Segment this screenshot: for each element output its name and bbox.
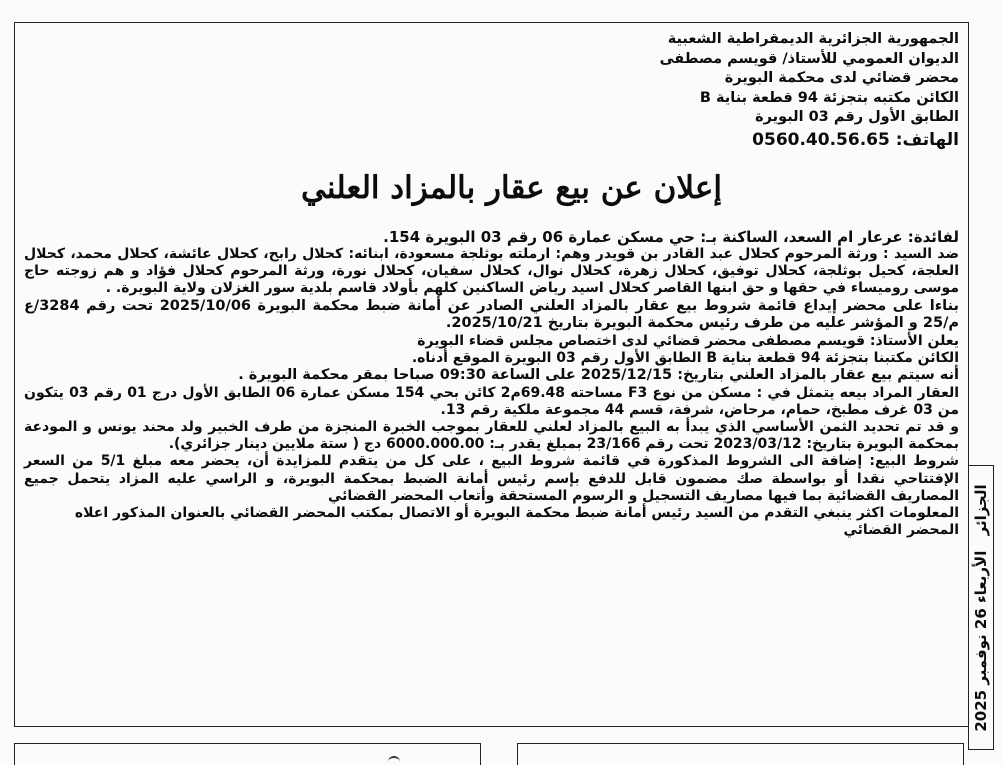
publication-stamp-text (972, 468, 990, 748)
defendants-paragraph: ضد السيد : ورثة المرحوم كحلال عبد القادر بن قويدر وهم: ارملته بوثلجة مسعودة، ابنائه: كحلال رابح، كحلال عائشة، كحلال محمد، كحلال العلجة، كحيل بوثلجة، كحلال توفيق، كحلال زهرة، كحلال نوال، كحلال سفيان، كحلال نورة، ورثة المرحوم كحلال فؤاد و هم زوجته حاج موسى روميساء في حقها و حق ابنها القاصر كحلال اسيد رياض الساكنين كلهم بأولاد قاسم بلدية سور الغزلان ولاية البويرة. . (24, 246, 959, 297)
publication-date: الأربعاء 26 نوفمبر 2025 (972, 550, 990, 732)
base-price-paragraph: و قد تم تحديد الثمن الأساسي الذي يبدأ به البيع بالمزاد لعلني للعقار بموجب الخبرة المنجزة من طرف الخبير ولد محند يونس و المودعة بمحكمة البويرة بتاريخ: 2023/03/12 تحت رقم 23/166 بمبلغ يقدر بـ: 6000.000.00 دج ( ستة ملايين دينار جزائري). (24, 418, 959, 453)
bailiff-header (539, 30, 959, 151)
notice-body (24, 228, 959, 539)
header-office: الديوان العمومي للأستاذ/ قويسم مصطفى (659, 50, 959, 67)
deposit-paragraph: بناءا على محضر إيداع قائمة شروط بيع عقار بالمزاد العلني الصادر عن أمانة ضبط محكمة البويرة 2025/10/06 تحت رقم 3284/ع م/25 و المؤشر عليه من طرف رئيس محكمة البويرة بتاريخ 2025/10/21. (24, 297, 959, 332)
header-address: الكائن مكتبه بتجزئة 94 قطعة بناية B (699, 89, 959, 106)
header-phone: الهاتف: 0560.40.56.65 (752, 129, 959, 150)
announcer-paragraph: يعلن الأستاذ: قويسم مصطفى محضر قضائي لدى اختصاص مجلس قضاء البويرة (417, 332, 959, 349)
next-notice-box-left (14, 743, 481, 765)
header-floor: الطابق الأول رقم 03 البويرة (755, 109, 959, 125)
sale-conditions-paragraph: شروط البيع: إضافة الى الشروط المذكورة في قائمة شروط البيع ، على كل من يتقدم للمزايدة أن، يحضر معه مبلغ 5/1 من السعر الإفتتاحي نقدا أو بواسطة صك مضمون قابل للدفع بإسم رئيس أمانة الضبط بمحكمة البويرة، و الراسي عليه المزاد يتحمل جميع المصاريف القضائية بما فيها مصاريف التسجيل و الرسوم المستحقة وأتعاب المحضر القضائي (24, 453, 959, 504)
office-address-paragraph: الكائن مكتبنا بتجزئة 94 قطعة بناية B الطابق الأول رقم 03 البويرة الموقع أدناه. (411, 349, 959, 366)
clipped-glyph-mark (388, 756, 400, 765)
auction-date-paragraph: أنه سيتم بيع عقار بالمزاد العلني بتاريخ: 2025/12/15 على الساعة 09:30 صباحا بمقر محكمة البويرة . (238, 367, 959, 384)
information-paragraph: المعلومات اكثر ينبغي التقدم من السيد رئيس أمانة ضبط محكمة البويرة أو الاتصال بمكتب المحضر القضائي بالعنوان المذكور اعلاه (74, 504, 959, 521)
next-notice-box-right (517, 743, 964, 765)
notice-title: إعلان عن بيع عقار بالمزاد العلني (301, 170, 722, 206)
signature-line: المحضر القضائي (843, 522, 959, 539)
property-paragraph: العقار المراد بيعه يتمثل في : مسكن من نوع F3 مساحته 69.48م2 كائن بحي 154 مسكن عمارة 06 الطابق الأول درج 01 رقم 03 يتكون من 03 غرف مطبخ، حمام، مرحاض، شرفة، قسم 44 مجموعة ملكية رقم 13. (24, 384, 960, 418)
beneficiary-paragraph: لفائدة: عرعار ام السعد، الساكنة بـ: حي مسكن عمارة 06 رقم 03 البويرة 154. (383, 228, 959, 246)
publication-stamp (968, 465, 994, 750)
header-republic: الجمهورية الجزائرية الديمقراطية الشعبية (667, 31, 959, 47)
header-court: محضر قضائي لدى محكمة البويرة (724, 70, 959, 86)
publication-name: الجزائر (972, 483, 990, 535)
